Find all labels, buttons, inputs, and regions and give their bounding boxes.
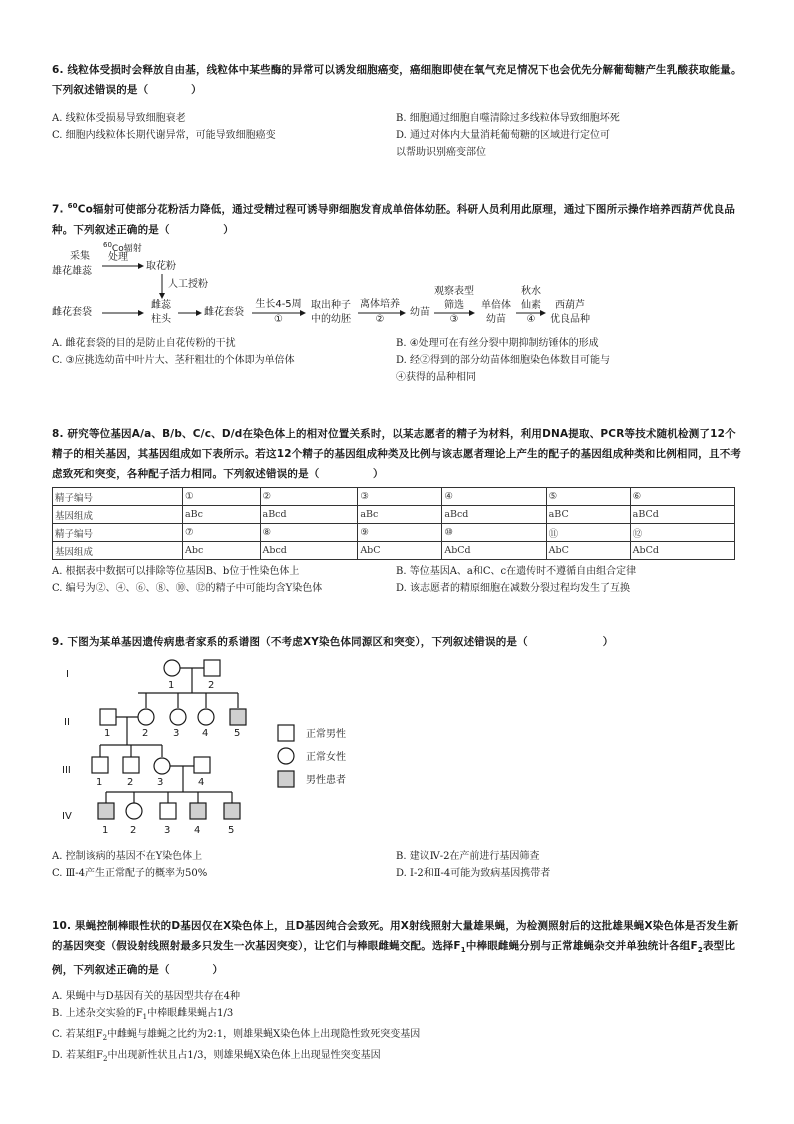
flow-step-3: ③ (449, 314, 459, 325)
flow-arrows (0, 0, 794, 340)
table-cell: Abcd (260, 542, 358, 560)
flow-product-2: 优良品种 (550, 314, 590, 325)
q9-pedigree (0, 655, 794, 845)
pedigree-IV-4 (190, 803, 206, 819)
pedigree-IV-3 (160, 803, 176, 819)
q6-option-a: A. 线粒体受损易导致细胞衰老 (52, 113, 186, 124)
pedigree-III-2 (123, 757, 139, 773)
flow-female-bag-1: 雌花套袋 (52, 307, 92, 318)
flow-process: 处理 (108, 252, 128, 263)
flow-radiation: $^{60}$Co辐射 (103, 241, 142, 254)
table-cell: ③ (358, 488, 442, 506)
table-cell: 精子编号 (53, 524, 183, 542)
flow-seed-1: 取出种子 (311, 300, 351, 311)
pedigree-I-2 (204, 660, 220, 676)
q9-option-c: C. Ⅲ-4产生正常配子的概率为50% (52, 868, 208, 879)
q9-option-b: B. 建议Ⅳ-2在产前进行基因筛查 (396, 851, 540, 862)
pedigree-IV-1 (98, 803, 114, 819)
table-cell: ④ (442, 488, 546, 506)
table-cell: ⑩ (442, 524, 546, 542)
flow-pollen: 取花粉 (146, 261, 176, 272)
legend-normal-female-icon (278, 748, 294, 764)
table-cell: aBCd (630, 506, 734, 524)
q10-option-d: D. 若某组$F_2$中出现新性状且占1/3，则雄果蝇X染色体上出现显性突变基因 (52, 1050, 381, 1064)
legend-normal-female: 正常女性 (306, 752, 346, 763)
question-8-stem: 8. 研究等位基因A/a、B/b、C/c、D/d在染色体上的相对位置关系时，以某志愿者的精子为材料，利用DNA提取、PCR等技术随机检测了12个精子的相关基因，其基因组成如下表所示。若这12个精子的基因组成种类及比例与该志愿者理论上产生的配子的基因组成种类和比例相同，且不考虑致死和突变，各种配子活力相同。下列叙述错误的是（ ） (52, 428, 742, 480)
num-II-4: 4 (202, 728, 209, 739)
table-cell: aBcd (442, 506, 546, 524)
num-III-4: 4 (198, 777, 205, 788)
flow-male-stamen: 雄花雄蕊 (52, 266, 92, 277)
q9-option-d: D. Ⅰ-2和Ⅱ-4可能为致病基因携带者 (396, 868, 551, 879)
flow-observe: 观察表型 (434, 286, 474, 297)
pedigree-II-4 (198, 709, 214, 725)
gen-label-I: I (66, 669, 69, 680)
num-II-3: 3 (173, 728, 180, 739)
table-cell: aBc (358, 506, 442, 524)
legend-normal-male: 正常男性 (306, 729, 346, 740)
flow-culture: 离体培养 (360, 299, 400, 310)
q6-option-b: B. 细胞通过细胞自噬清除过多线粒体导致细胞坏死 (396, 113, 620, 124)
table-cell: ① (183, 488, 261, 506)
table-cell: ⑨ (358, 524, 442, 542)
pedigree-I-1 (164, 660, 180, 676)
pedigree-III-4 (194, 757, 210, 773)
table-cell: ⑥ (630, 488, 734, 506)
flow-product-1: 西葫芦 (555, 300, 585, 311)
table-cell: ⑪ (546, 524, 630, 542)
table-cell: AbC (358, 542, 442, 560)
table-cell: AbCd (630, 542, 734, 560)
table-cell: ⑫ (630, 524, 734, 542)
table-row (53, 488, 735, 506)
gen-label-II: II (64, 717, 70, 728)
table-cell: ② (260, 488, 358, 506)
q7-option-a: A. 雌花套袋的目的是防止自花传粉的干扰 (52, 338, 236, 349)
flow-screen: 筛选 (444, 300, 464, 311)
gen-label-IV: IV (62, 811, 72, 822)
num-IV-5: 5 (228, 825, 235, 836)
num-III-3: 3 (157, 777, 164, 788)
q8-option-b: B. 等位基因A、a和C、c在遗传时不遵循自由组合定律 (396, 566, 637, 577)
pedigree-II-5 (230, 709, 246, 725)
flow-stigma-1: 雌蕊 (151, 300, 171, 311)
table-cell: aBcd (260, 506, 358, 524)
gen-label-III: III (62, 765, 71, 776)
question-8 (52, 424, 742, 484)
num-III-2: 2 (127, 777, 134, 788)
table-cell: 基因组成 (53, 542, 183, 560)
num-I-1: 1 (168, 680, 175, 691)
pedigree-II-2 (138, 709, 154, 725)
q10-options (52, 988, 742, 1068)
flow-step-1: ① (274, 314, 283, 325)
table-cell: 精子编号 (53, 488, 183, 506)
flow-colchicine-1: 秋水 (521, 286, 541, 297)
num-II-5: 5 (234, 728, 241, 739)
question-6-stem: 6. 线粒体受损时会释放自由基，线粒体中某些酶的异常可以诱发细胞癌变，癌细胞即使在氧气充足情况下也会优先分解葡萄糖产生乳酸获取能量。下列叙述错误的是（ ） (52, 64, 742, 96)
flow-step-2: ② (375, 314, 385, 325)
q6-option-d: D. 通过对体内大量消耗葡萄糖的区域进行定位可以帮助识别癌变部位 (396, 130, 611, 158)
flow-grow: 生长4-5周 (255, 299, 302, 310)
legend-normal-male-icon (278, 725, 294, 741)
q7-option-b: B. ④处理可在有丝分裂中期抑制纺锤体的形成 (396, 338, 599, 349)
flow-step-4: ④ (526, 314, 536, 325)
pedigree-IV-2 (126, 803, 142, 819)
q8-gene-table (52, 487, 735, 560)
q10-option-a: A. 果蝇中与D基因有关的基因型共存在4种 (52, 991, 240, 1003)
table-cell: 基因组成 (53, 506, 183, 524)
num-IV-4: 4 (194, 825, 201, 836)
table-cell: AbCd (442, 542, 546, 560)
table-cell: aBc (183, 506, 261, 524)
table-cell: aBC (546, 506, 630, 524)
pedigree-II-3 (170, 709, 186, 725)
table-cell: ⑧ (260, 524, 358, 542)
flow-seed-2: 中的幼胚 (311, 314, 351, 325)
q8-options (52, 553, 742, 599)
pedigree-III-3 (154, 758, 170, 774)
num-II-1: 1 (104, 728, 111, 739)
q8-option-a: A. 根据表中数据可以排除等位基因B、b位于性染色体上 (52, 566, 300, 577)
question-7-stem: 7. $^{60}$Co辐射可使部分花粉活力降低，通过受精过程可诱导卵细胞发育成单倍体幼胚。科研人员利用此原理，通过下图所示操作培养西葫芦优良品种。下列叙述正确的是（ ） (52, 202, 736, 236)
question-9-stem: 9. 下图为某单基因遗传病患者家系的系谱图（不考虑XY染色体同源区和突变），下列叙述错误的是（ ） (52, 636, 614, 648)
question-10 (52, 916, 742, 1068)
q9-option-a: A. 控制该病的基因不在Y染色体上 (52, 851, 203, 862)
flow-colchicine-2: 仙素 (521, 300, 541, 311)
question-10-stem: 10. 果蝇控制棒眼性状的D基因仅在X染色体上，且D基因纯合会致死。用X射线照射大量雄果蝇，为检测照射后的这批雄果蝇X染色体是否发生新的基因突变（假设射线照射最多只发生一次基因突变），让它们与棒眼雌蝇交配。选择$F_1$中棒眼雌蝇分别与正常雄蝇杂交并单独统计各组$F_2$表型比例，下列叙述正确的是（ ） (52, 920, 739, 977)
num-IV-1: 1 (102, 825, 109, 836)
flow-female-bag-2: 雌花套袋 (204, 307, 244, 318)
num-III-1: 1 (96, 777, 103, 788)
num-IV-2: 2 (130, 825, 137, 836)
flow-seedling: 幼苗 (410, 307, 430, 318)
table-row (53, 506, 735, 524)
q10-option-b: B. 上述杂交实验的$F_1$中棒眼雌果蝇占1/3 (52, 1008, 234, 1022)
q7-options (52, 325, 742, 391)
flow-collect: 采集 (70, 251, 90, 262)
q8-option-c: C. 编号为②、④、⑥、⑧、⑩、⑫的精子中可能均含Y染色体 (52, 583, 323, 594)
legend-affected-male-icon (278, 771, 294, 787)
q8-option-d: D. 该志愿者的精原细胞在减数分裂过程均发生了互换 (396, 583, 631, 594)
q10-option-c: C. 若某组$F_2$中雌蝇与雄蝇之比约为2:1，则雄果蝇X染色体上出现隐性致死突变基因 (52, 1029, 421, 1043)
num-IV-3: 3 (164, 825, 171, 836)
q9-options (52, 838, 742, 884)
flow-pollinate: 人工授粉 (168, 279, 208, 290)
table-cell: ⑤ (546, 488, 630, 506)
pedigree-IV-5 (224, 803, 240, 819)
table-cell: AbC (546, 542, 630, 560)
q7-option-d: D. 经②得到的部分幼苗体细胞染色体数目可能与④获得的品种相同 (396, 355, 611, 383)
legend-affected-male: 男性患者 (306, 775, 346, 786)
flow-haploid-2: 幼苗 (486, 314, 506, 325)
num-I-2: 2 (208, 680, 215, 691)
pedigree-II-1 (100, 709, 116, 725)
question-9 (52, 632, 742, 652)
q6-option-c: C. 细胞内线粒体长期代谢异常，可能导致细胞癌变 (52, 130, 276, 141)
q7-option-c: C. ③应挑选幼苗中叶片大、茎秆粗壮的个体即为单倍体 (52, 355, 295, 366)
table-cell: Abc (183, 542, 261, 560)
table-cell: ⑦ (183, 524, 261, 542)
flow-stigma-2: 柱头 (151, 314, 171, 325)
flow-haploid-1: 单倍体 (481, 300, 511, 311)
table-row (53, 524, 735, 542)
pedigree-III-1 (92, 757, 108, 773)
num-II-2: 2 (142, 728, 149, 739)
